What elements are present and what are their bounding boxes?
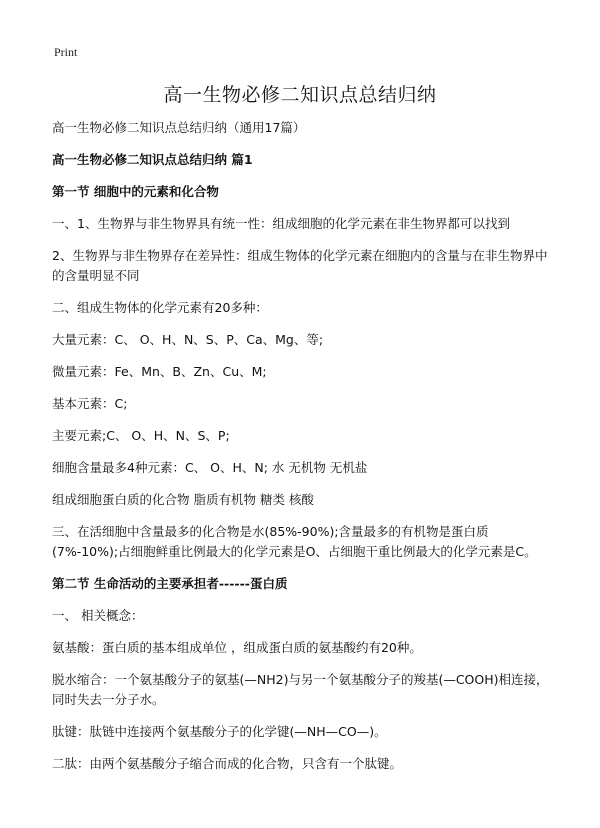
paragraph: 二肽：由两个氨基酸分子缩合而成的化合物，只含有一个肽键。 <box>52 756 403 771</box>
paragraph: 一、1、生物界与非生物界具有统一性：组成细胞的化学元素在非生物界都可以找到 <box>52 216 510 231</box>
paragraph: 二、组成生物体的化学元素有20多种： <box>52 300 268 315</box>
paragraph: 主要元素;C、 O、H、N、S、P; <box>52 428 230 443</box>
paragraph: 基本元素：C; <box>52 396 128 411</box>
paragraph: 2、生物界与非生物界存在差异性：组成生物体的化学元素在细胞内的含量与在非生物界中的含量明显不同 <box>52 248 548 283</box>
paragraph: 大量元素：C、 O、H、N、S、P、Ca、Mg、等; <box>52 332 324 347</box>
paragraph: 组成细胞蛋白质的化合物 脂质有机物 糖类 核酸 <box>52 492 314 507</box>
section-heading: 高一生物必修二知识点总结归纳 篇1 <box>52 152 253 167</box>
paragraph: 肽键：肽链中连接两个氨基酸分子的化学键(—NH—CO—)。 <box>52 724 387 739</box>
document-body <box>52 118 552 774</box>
print-label: Print <box>54 45 78 59</box>
section-heading: 第二节 生命活动的主要承担者------蛋白质 <box>52 576 288 591</box>
paragraph: 微量元素：Fe、Mn、B、Zn、Cu、M; <box>52 364 267 379</box>
paragraph: 三、在活细胞中含量最多的化合物是水(85%-90%);含量最多的有机物是蛋白质(7%-10%);占细胞鲜重比例最大的化学元素是O、占细胞干重比例最大的化学元素是C。 <box>52 524 537 559</box>
document-title: 高一生物必修二知识点总结归纳 <box>163 84 437 106</box>
paragraph: 脱水缩合：一个氨基酸分子的氨基(—NH2)与另一个氨基酸分子的羧基(—COOH)相连接，同时失去一分子水。 <box>52 672 549 707</box>
paragraph: 高一生物必修二知识点总结归纳（通用17篇） <box>52 120 306 135</box>
paragraph: 细胞含量最多4种元素：C、 O、H、N; 水 无机物 无机盐 <box>52 460 368 475</box>
paragraph: 一、 相关概念： <box>52 608 144 623</box>
section-heading: 第一节 细胞中的元素和化合物 <box>52 184 219 199</box>
paragraph: 氨基酸：蛋白质的基本组成单位 ，组成蛋白质的氨基酸约有20种。 <box>52 640 422 655</box>
